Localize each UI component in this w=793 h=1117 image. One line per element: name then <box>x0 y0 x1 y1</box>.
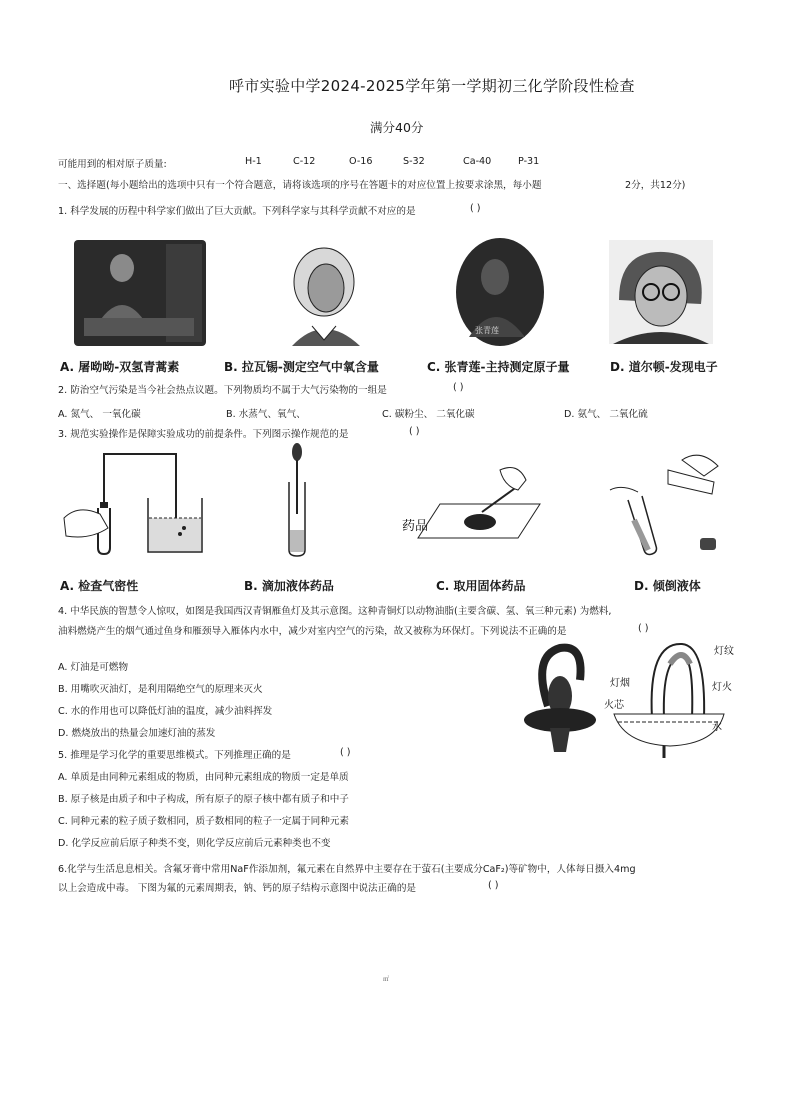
q3-option-c: C. 取用固体药品 <box>436 579 526 593</box>
q3-option-b: B. 滴加液体药品 <box>244 579 334 593</box>
q1-option-d: D. 道尔顿-发现电子 <box>610 360 718 374</box>
q2-bracket: ( ) <box>453 382 464 393</box>
q6-bracket: ( ) <box>488 880 499 891</box>
atomic-mass-s: S-32 <box>403 156 425 167</box>
q3-stem: 3. 规范实验操作是保障实验成功的前提条件。下列图示操作规范的是 <box>58 429 349 440</box>
lamp-schematic-diagram <box>604 634 744 760</box>
atomic-mass-h: H-1 <box>245 156 262 167</box>
lamp-label-flame: 灯火 <box>712 682 732 693</box>
lamp-label-wick: 火芯 <box>604 700 624 711</box>
lamp-label-water: 水 <box>712 722 722 733</box>
q5-stem: 5. 推理是学习化学的重要思维模式。下列推理正确的是 <box>58 750 291 761</box>
q3-option-a: A. 检查气密性 <box>60 579 139 593</box>
q4-option-b: B. 用嘴吹灭油灯，是利用隔绝空气的原理来灭火 <box>58 684 263 695</box>
pour-liquid-figure <box>608 446 728 558</box>
atomic-mass-label: 可能用到的相对原子质量: <box>58 159 167 170</box>
q1-option-b: B. 拉瓦锡-测定空气中氧含量 <box>224 360 379 374</box>
q5-option-d: D. 化学反应前后原子种类不变，则化学反应前后元素种类也不变 <box>58 838 331 849</box>
q3-figure-c-label: 药品 <box>402 519 429 534</box>
q1-option-a: A. 屠呦呦-双氢青蒿素 <box>60 360 180 374</box>
q1-stem: 1. 科学发展的历程中科学家们做出了巨大贡献。下列科学家与其科学贡献不对应的是 <box>58 206 416 217</box>
atomic-mass-o: O-16 <box>349 156 373 167</box>
section-heading: 一、选择题(每小题给出的选项中只有一个符合题意，请将该选项的序号在答题卡的对应位置上按要求涂黑，每小题 <box>58 180 542 191</box>
zhang-qinglian-portrait <box>455 237 545 347</box>
solid-reagent-figure <box>400 460 545 544</box>
q1-bracket: ( ) <box>470 203 481 214</box>
lavoisier-portrait <box>284 242 364 346</box>
q3-bracket: ( ) <box>409 426 420 437</box>
dropper-figure <box>282 442 312 560</box>
q1-option-c: C. 张青莲-主持测定原子量 <box>427 360 570 374</box>
q4-stem-line1: 4. 中华民族的智慧令人惊叹，如图是我国西汉青铜雁鱼灯及其示意图。这种青铜灯以动物油脂(主要含碳、氢、氧三种元素) 为燃料, <box>58 606 612 617</box>
dalton-portrait <box>609 240 713 344</box>
atomic-mass-c: C-12 <box>293 156 316 167</box>
q3-option-d: D. 倾倒液体 <box>634 579 701 593</box>
q5-option-c: C. 同种元素的粒子质子数相同，质子数相同的粒子一定属于同种元素 <box>58 816 350 827</box>
q2-option-a: A. 氮气、 一氧化碳 <box>58 409 141 420</box>
q2-option-b: B. 水蒸气、氧气、 <box>226 409 306 420</box>
q4-bracket: ( ) <box>638 623 649 634</box>
lamp-label-pattern: 灯纹 <box>714 646 734 657</box>
q6-stem-line1: 6.化学与生活息息相关。含氟牙膏中常用NaF作添加剂，氟元素在自然界中主要存在于萤石(主要成分CaF₂)等矿物中，人体每日摄入4mg <box>58 864 636 875</box>
full-score: 满分40分 <box>370 120 424 135</box>
atomic-mass-p: P-31 <box>518 156 540 167</box>
q5-bracket: ( ) <box>340 747 351 758</box>
page-title: 呼市实验中学2024-2025学年第一学期初三化学阶段性检查 <box>229 77 635 95</box>
lamp-label-smoke: 灯烟 <box>610 678 630 689</box>
q2-stem: 2. 防治空气污染是当今社会热点议题。下列物质均不属于大气污染物的一组是 <box>58 385 387 396</box>
q2-option-d: D. 氨气、 二氧化硫 <box>564 409 648 420</box>
tu-youyou-photo <box>74 240 206 346</box>
q4-stem-line2: 油料燃烧产生的烟气通过鱼身和雁颈导入雁体内水中，减少对室内空气的污染，故又被称为环保灯。下列说法不正确的是 <box>58 626 567 637</box>
q4-option-c: C. 水的作用也可以降低灯油的温度，减少油料挥发 <box>58 706 273 717</box>
q2-option-c: C. 碳粉尘、 二氧化碳 <box>382 409 475 420</box>
q5-option-a: A. 单质是由同种元素组成的物质，由同种元素组成的物质一定是单质 <box>58 772 349 783</box>
airtightness-check-figure <box>60 448 210 558</box>
atomic-mass-ca: Ca-40 <box>463 156 492 167</box>
footer-mark: ㎡ <box>383 976 390 983</box>
section-heading-tail: 2分，共12分) <box>625 180 686 191</box>
svg-text:张青莲: 张青莲 <box>475 326 499 335</box>
q4-option-d: D. 燃烧放出的热量会加速灯油的蒸发 <box>58 728 216 739</box>
goose-fish-lamp-photo <box>518 636 600 758</box>
q5-option-b: B. 原子核是由质子和中子构成，所有原子的原子核中都有质子和中子 <box>58 794 349 805</box>
q6-stem-line2: 以上会造成中毒。 下图为氟的元素周期表，钠、钙的原子结构示意图中说法正确的是 <box>58 883 417 894</box>
q4-option-a: A. 灯油是可燃物 <box>58 662 129 673</box>
